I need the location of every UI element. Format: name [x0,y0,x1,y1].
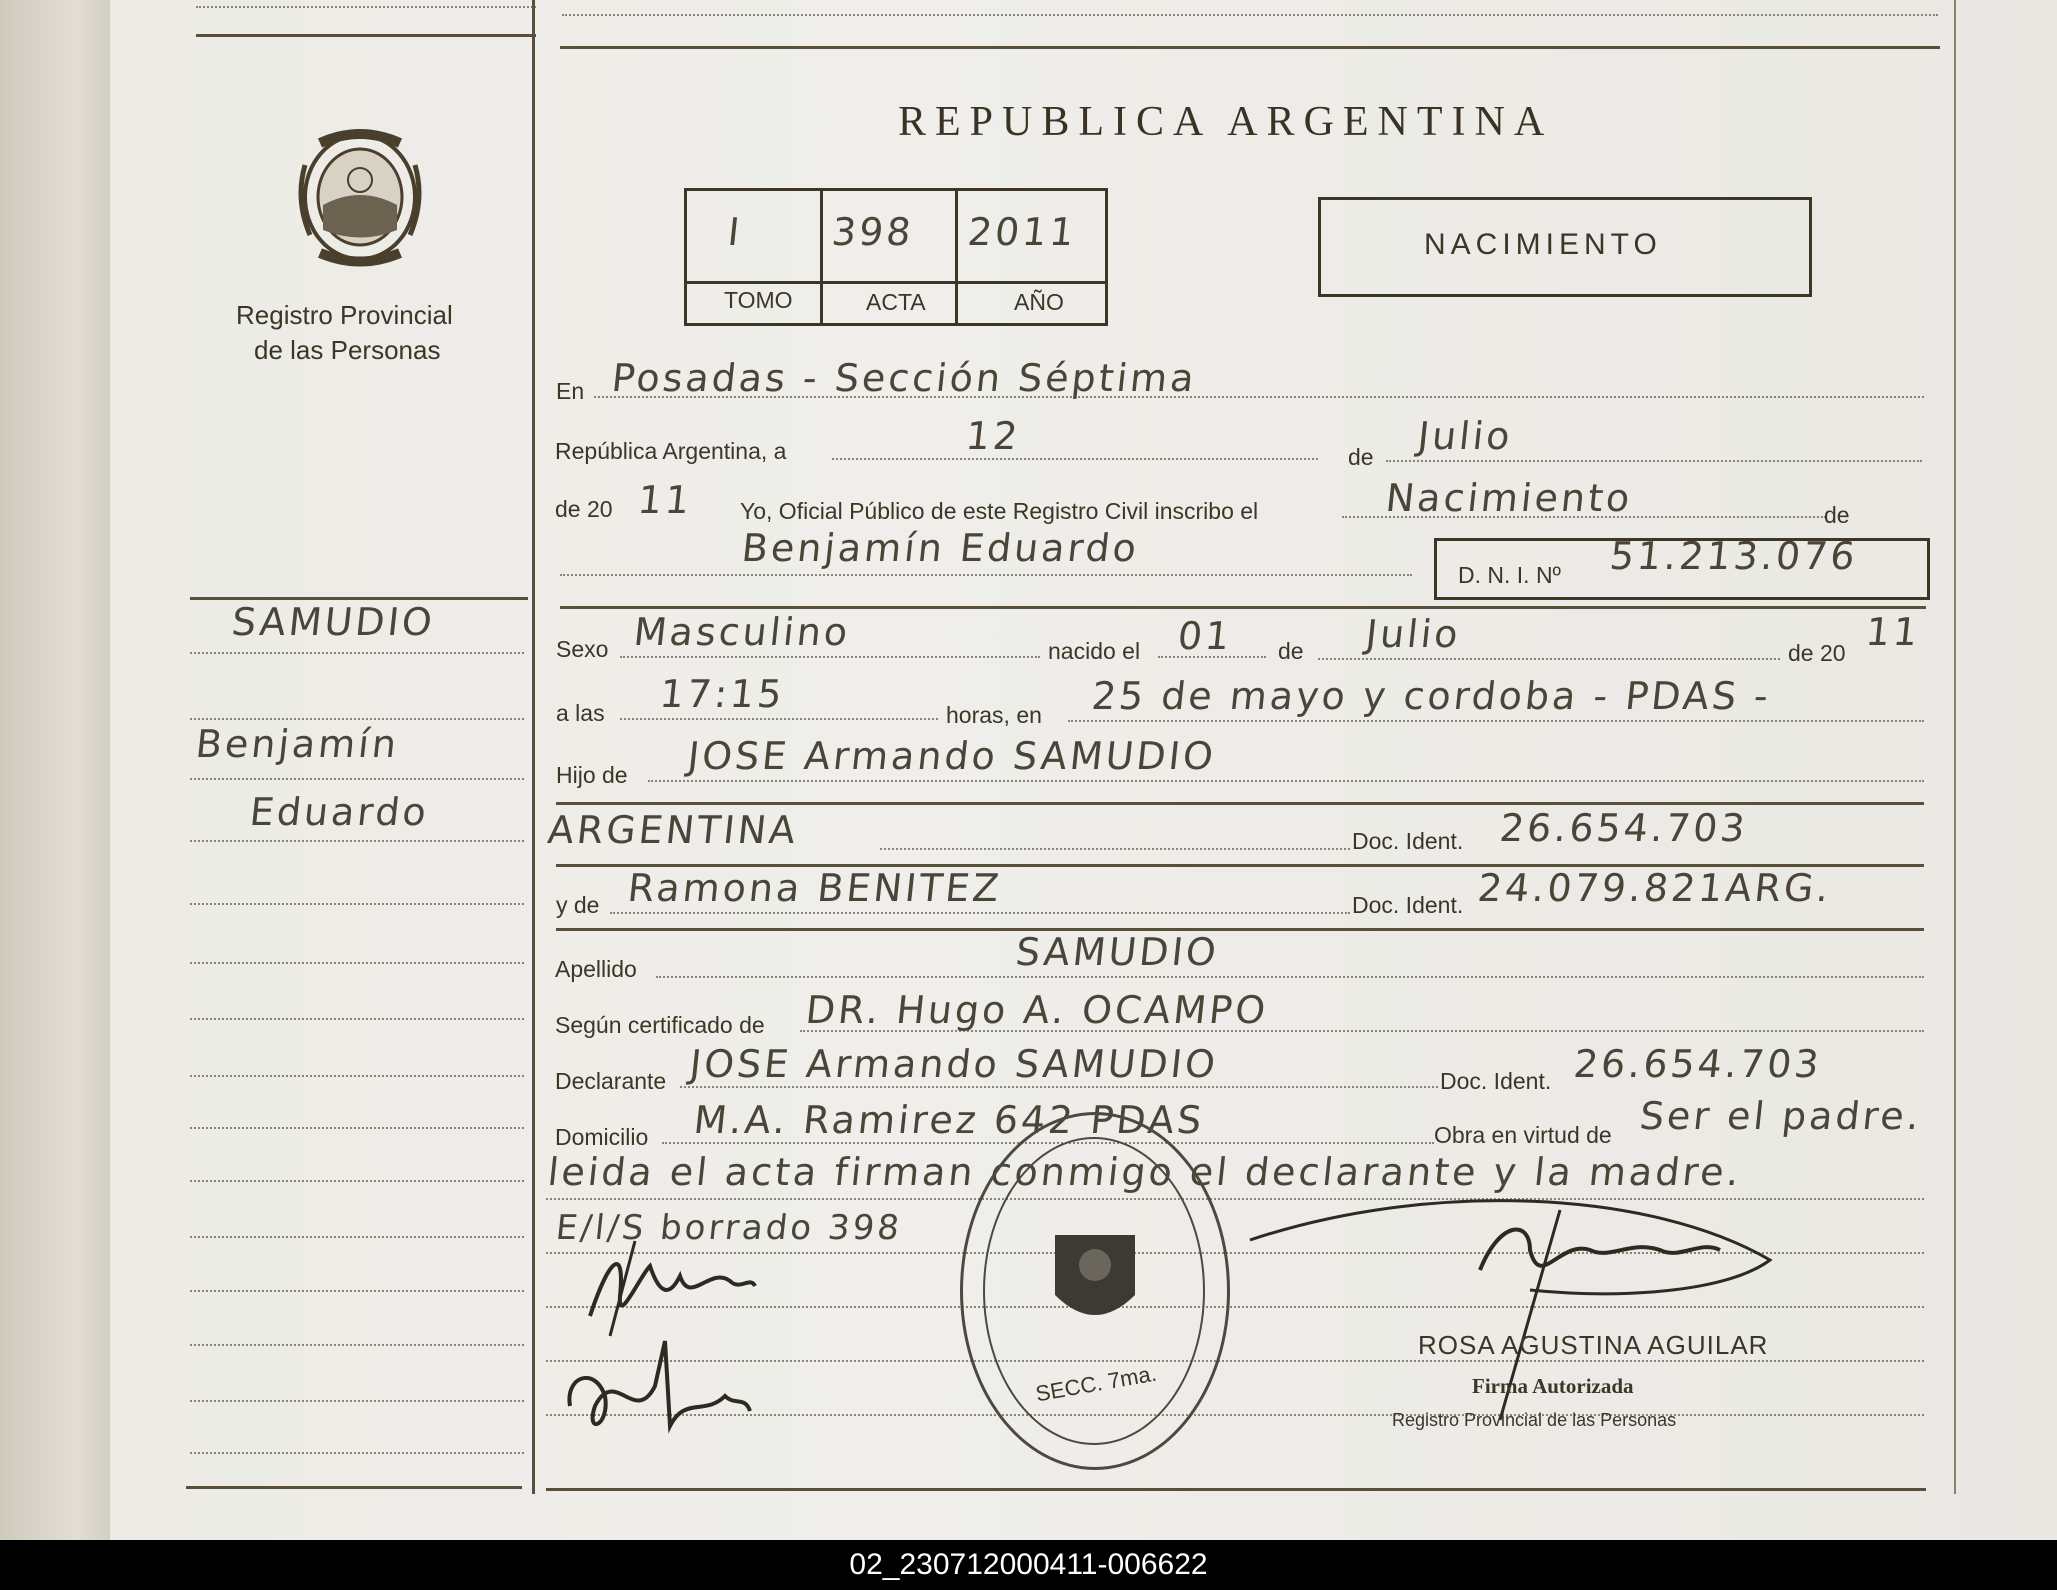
margin-line [190,652,524,654]
margin-line [190,1290,524,1292]
hour-value: 17:15 [657,672,787,716]
cert-value: DR. Hugo A. OCAMPO [803,988,1271,1032]
de-label: de [1348,444,1374,470]
column-divider [532,0,535,1494]
margin-line [190,1344,524,1346]
margin-line [190,903,524,905]
margin-line [190,962,524,964]
place-line [1068,720,1924,722]
tomo-value: I [725,210,745,254]
bottom-rule [546,1488,1926,1491]
decl-doc: 26.654.703 [1571,1042,1824,1086]
yde-label: y de [556,892,600,918]
declarante-label: Declarante [555,1068,667,1094]
alas-label: a las [556,700,605,726]
decl-doc-label: Doc. Ident. [1440,1068,1552,1094]
margin-given-name-2: Eduardo [247,790,432,834]
official-org: Registro Provincial de las Personas [1392,1410,1677,1430]
domicilio-value: M.A. Ramirez 642 PDAS [691,1098,1207,1142]
margin-line [190,840,524,842]
year-value: 11 [635,478,695,522]
record-type: NACIMIENTO [1424,228,1662,261]
mother-rule [556,928,1924,931]
yo-label: Yo, Oficial Público de este Registro Civil inscribo el [740,498,1259,524]
en-label: En [556,378,585,404]
sexo-line [620,656,1040,658]
document-title: REPUBLICA ARGENTINA [898,99,1554,145]
day-line [832,458,1318,460]
anio-label: AÑO [1014,289,1064,315]
section-rule [560,606,1926,609]
hour-line [620,718,938,720]
dni-label: D. N. I. Nº [1458,562,1561,588]
father-rule [556,802,1924,805]
father-doc: 26.654.703 [1497,806,1750,850]
day-value: 12 [963,414,1023,458]
mother-line [610,912,1350,914]
image-id-caption: 02_230712000411-006622 [0,1540,2057,1590]
month-value: Julio [1415,414,1515,458]
child-name: Benjamín Eduardo [739,526,1142,570]
father-nationality: ARGENTINA [545,808,801,852]
birth-month: Julio [1363,612,1463,656]
en-value: Posadas - Sección Séptima [609,356,1199,400]
left-bottom-rule [186,1486,522,1489]
segun-label: Según certificado de [555,1012,765,1038]
correction-text: E/l/S borrado 398 [553,1208,905,1248]
margin-line [190,1180,524,1182]
nacido-label: nacido el [1048,638,1141,664]
top-rule [560,46,1940,49]
event-value: Nacimiento [1383,476,1635,520]
birth-month-line [1318,658,1780,660]
right-edge-rule [1954,0,1956,1494]
birth-year: 11 [1863,610,1923,654]
note-text: leida el acta firman conmigo el declarante y la madre. [545,1150,1745,1194]
father-line [648,780,1924,782]
birth-day: 01 [1175,614,1235,658]
name-line [560,574,1412,576]
de3-label: de [1278,638,1304,664]
apellido-label: Apellido [555,956,637,982]
stamp-section: SECC. 7ma. [1033,1360,1159,1407]
margin-surname: SAMUDIO [229,600,438,644]
mother-name: Ramona BENITEZ [625,866,1004,910]
acta-value: 398 [829,210,916,254]
sexo-value: Masculino [631,610,853,654]
provincial-seal-icon [285,125,435,270]
authorized-signature-icon [1230,1180,1790,1440]
dni-value: 51.213.076 [1607,534,1860,578]
page-binding [0,0,110,1540]
father-nat-line [880,848,1350,850]
margin-line [190,718,524,720]
mother-doc: 24.079.821ARG. [1475,866,1834,910]
apellido-line [656,976,1924,978]
declarante-line [680,1086,1438,1088]
hijo-label: Hijo de [556,762,628,788]
margin-line [190,1400,524,1402]
official-stamp [960,1112,1230,1470]
declarant-signature-icon [580,1236,760,1346]
tomo-label: TOMO [724,287,793,313]
margin-line [190,1075,524,1077]
domicilio-label: Domicilio [555,1124,649,1150]
left-top-dotted [196,6,536,8]
margin-line [190,1452,524,1454]
margin-line [190,1018,524,1020]
stamp-emblem-icon [1045,1225,1145,1335]
declarante-value: JOSE Armando SAMUDIO [687,1042,1221,1086]
acta-label: ACTA [866,289,926,315]
top-dotted-rule [562,14,1938,16]
registry-name-line1: Registro Provincial [236,300,453,330]
sexo-label: Sexo [556,636,609,662]
de2-label: de [1824,502,1850,528]
anio-value: 2011 [965,210,1080,254]
horas-label: horas, en [946,702,1042,728]
margin-line [190,1236,524,1238]
official-name: ROSA AGUSTINA AGUILAR [1418,1330,1769,1360]
de20b-label: de 20 [1788,640,1846,666]
margin-line [190,778,524,780]
margin-line [190,1127,524,1129]
republica-label: República Argentina, a [555,438,787,464]
father-name: JOSE Armando SAMUDIO [685,734,1219,778]
mother-doc-label: Doc. Ident. [1352,892,1464,918]
official-title: Firma Autorizada [1472,1374,1634,1398]
obra-value: Ser el padre. [1637,1094,1925,1138]
father-doc-label: Doc. Ident. [1352,828,1464,854]
de20-label: de 20 [555,496,613,522]
birth-place: 25 de mayo y cordoba - PDAS - [1089,674,1774,718]
registry-name-line2: de las Personas [254,335,441,365]
margin-given-name-1: Benjamín [193,722,402,766]
mother-signature-icon [555,1336,755,1446]
obra-label: Obra en virtud de [1434,1122,1612,1148]
left-top-rule [196,34,536,37]
apellido-value: SAMUDIO [1013,930,1222,974]
month-line [1386,460,1922,462]
